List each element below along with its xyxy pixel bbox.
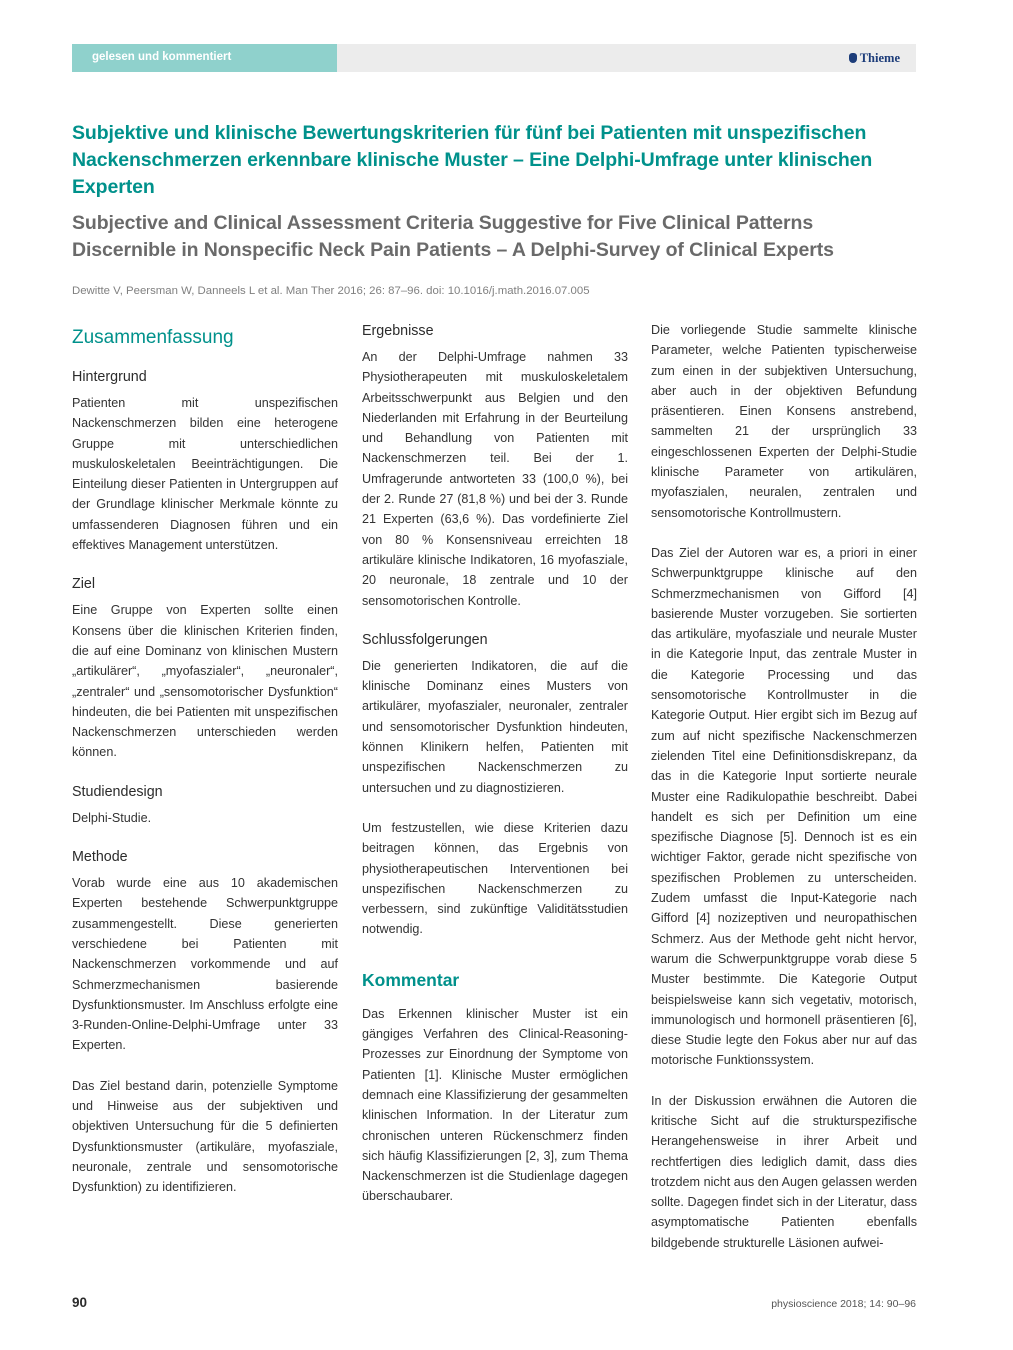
methode-text-2: Das Ziel bestand darin, potenzielle Symptome und Hinweise aus der subjektiven und objektiven Untersuchung für die 5 definierten Dysfunktionsmuster (artikuläre, myofasziale, neuronale, zentrale und sensomotorische Dysfunktion) zu identifizieren. xyxy=(72,1078,338,1195)
kommentar-paragraph-4: In der Diskussion erwähnen die Autoren die kritische Sicht auf die strukturspezifische Herangehensweise in ihrer Arbeit und rechtfertigen dies lediglich damit, dass dies trotzdem nicht aus den Augen gelassen werden sollte. Dagegen findet sich in der Literatur, dass asymptomatische Patienten ebenfalls bildgebende strukturelle Läsionen aufwei- xyxy=(651,1093,917,1250)
hintergrund-heading: Hintergrund xyxy=(72,369,147,385)
schlussfolgerungen-text-2: Um festzustellen, wie diese Kriterien dazu beitragen können, das Ergebnis von physiotherapeutischen Interventionen bei unspezifischen Nackenschmerzen zu verbessern, sind zukünftige Validitätsstudien notwendig. xyxy=(362,820,628,937)
methode-text-1: Vorab wurde eine aus 10 akademischen Experten bestehende Schwerpunktgruppe zusammengestellt. Diese generierten verschiedene bei Patienten mit Nackenschmerzen vorkommende und auf Schmerzmechanismen basierende Dysfunktionsmuster. Im Anschluss erfolgte eine 3-Runden-Online-Delphi-Umfrage unter 33 Experten. xyxy=(72,876,338,1053)
section-label: gelesen und kommentiert xyxy=(72,44,337,72)
publisher-logo xyxy=(849,44,900,72)
ziel-text: Eine Gruppe von Experten sollte einen Konsens über die klinischen Kriterien finden, die auf eine Dominanz von klinischen Mustern „artikulärer“, „myofaszialer“, „neuronaler“, „zentraler“ und „sensomotorischer Dysfunktion“ hindeuten, die bei Patienten mit unspezifischen Nackenschmerzen unterschieden werden können. xyxy=(72,603,338,760)
zusammenfassung-heading: Zusammenfassung xyxy=(72,327,234,348)
ziel-heading: Ziel xyxy=(72,576,96,593)
column-3 xyxy=(651,320,917,1253)
hintergrund-text: Patienten mit unspezifischen Nackenschmerzen bilden eine heterogene Gruppe mit unterschiedlichen muskuloskeletalen Beeinträchtigungen. Die Einteilung dieser Patienten in Untergruppen auf der Grundlage klinischer Merkmale könnte zu umfassenderen Diagnosen führen und ein effektives Management unterstützen. xyxy=(72,396,338,553)
journal-reference: physioscience 2018; 14: 90–96 xyxy=(771,1298,916,1310)
ergebnisse-text: An der Delphi-Umfrage nahmen 33 Physiotherapeuten mit muskuloskeletalem Arbeitsschwerpunkt aus Belgien und den Niederlanden mit Erfahrung in der Beurteilung und Behandlung von Patienten mit Nackenschmerzen teil. Bei der 1. Umfragerunde antworteten 33 (100,0 %), bei der 2. Runde 27 (81,8 %) und bei der 3. Runde 21 Experten (63,6 %). Das vordefinierte Ziel von 80 % Konsensniveau erreichten 18 artikuläre klinische Indikatoren, 16 myofasziale, 20 neuronale, 18 zentrale und 10 der sensomotorischen Kontrolle. xyxy=(362,350,628,608)
citation: Dewitte V, Peersman W, Danneels L et al. Man Ther 2016; 26: 87–96. doi: 10.1016/j.math.2016.07.005 xyxy=(72,285,590,297)
column-2 xyxy=(362,320,628,1207)
kommentar-paragraph-2: Die vorliegende Studie sammelte klinische Parameter, welche Patienten typischerweise zum einen in der subjektiven Untersuchung, aber auch in der objektiven Befundung präsentieren. Einen Konsens anstrebend, sammelten 21 der ursprünglich 33 eingeschlossenen Experten der Delphi-Studie klinische Parameter von artikulären, myofaszialen, neuralen, zentralen und sensomotorische Kontrollmustern. xyxy=(651,323,917,520)
page-number: 90 xyxy=(72,1295,88,1310)
running-header xyxy=(72,44,916,72)
article-title-english: Subjective and Clinical Assessment Criteria Suggestive for Five Clinical Patterns Discernible in Nonspecific Neck Pain Patients – A Delphi-Survey of Clinical Experts xyxy=(72,212,834,261)
kommentar-paragraph-1: Das Erkennen klinischer Muster ist ein gängiges Verfahren des Clinical-Reasoning-Prozesses zur Einordnung der Symptome von Patienten [1]. Klinische Muster ermöglichen demnach eine Klassifizierung der gesammelten klinischen Information. In der Literatur zum chronischen unteren Rückenschmerz finden sich häufig Klassifizierungen [2, 3], zum Thema Nackenschmerzen ist die Studienlage dagegen überschaubarer. xyxy=(362,1006,628,1204)
schlussfolgerungen-text-1: Die generierten Indikatoren, die auf die klinische Dominanz eines Musters von artikulärer, myofaszialer, neuronaler, zentraler und sensomotorischer Dysfunktion hindeuten, können Klinikern helfen, Patienten mit unspezifischen Nackenschmerzen zu untersuchen und zu diagnostizieren. xyxy=(362,658,628,795)
column-1 xyxy=(72,320,338,1198)
ergebnisse-heading: Ergebnisse xyxy=(362,323,434,339)
kommentar-paragraph-3: Das Ziel der Autoren war es, a priori in einer Schwerpunktgruppe klinische auf den Schmerzmechanismen von Gifford [4] basierende Muster vorzugeben. Sie sortierten das artikuläre, myofasziale und neurale Muster in die Kategorie Input, das zentrale Muster in die Kategorie Processing und das sensomotorische Kontrollmuster in die Kategorie Output. Hier ergibt sich im Bezug auf zum auf nicht spezifische Nackenschmerzen zielenden Titel eine Definitionsdiskrepanz, da das in die Kategorie Input sortierte neurale Muster eine Radikulopathie beschreibt. Dabei handelt es sich per Definition um eine spezifische Diagnose [5]. Dennoch ist es ein wichtiger Faktor, gerade nicht spezifische von spezifischen Problemen zu unterscheiden. Zudem umfasst die Input-Kategorie nach Gifford [4] nozizeptiven und neuropathischen Schmerz. Aus der Methode geht nicht hervor, warum die Schwerpunktgruppe vorab diese 5 Muster bestimmte. Die Kategorie Output beispielsweise kann sich vegetativ, motorisch, immunologisch und hormonell präsentieren [6], diese Studie legte den Fokus aber nur auf das motorische Funktionssystem. xyxy=(651,545,917,1068)
schlussfolgerungen-heading: Schlussfolgerungen xyxy=(362,631,488,648)
kommentar-heading: Kommentar xyxy=(362,969,460,990)
article-title-german: Subjektive und klinische Bewertungskriterien für fünf bei Patienten mit unspezifischen Nackenschmerzen erkennbare klinische Muster – Eine Delphi-Umfrage unter klinischen Experten xyxy=(72,122,873,198)
publisher-logo-text: Thieme xyxy=(859,51,900,65)
thieme-crest-icon xyxy=(849,53,857,63)
studiendesign-heading: Studiendesign xyxy=(72,783,163,800)
studiendesign-text: Delphi-Studie. xyxy=(72,810,152,825)
methode-heading: Methode xyxy=(72,849,128,866)
